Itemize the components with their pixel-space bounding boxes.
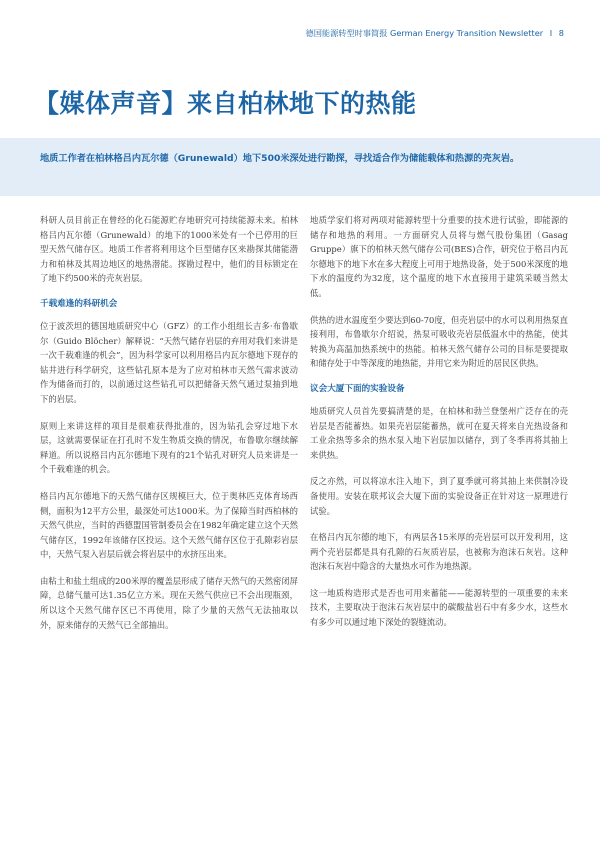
intro-band <box>0 138 600 196</box>
paragraph: 地质研究人员首先要搞清楚的是，在柏林和勃兰登堡州广泛存在的壳岩层是否能蓄热。如果壳岩层能蓄热，就可在夏天将来自光热设备和工业余热等多余的热水泵入地下岩层加以储存，到了冬季再将其抽上来供热。 <box>310 405 568 460</box>
newsletter-header <box>306 28 564 39</box>
article-title: 【媒体声音】来自柏林地下的热能 <box>34 89 417 118</box>
right-column <box>310 213 577 642</box>
paragraph: 反之亦然，可以将凉水注入地下，到了夏季就可将其抽上来供制冷设备使用。安装在联邦议会大厦下面的实验设备正在针对这一原理进行试验。 <box>310 476 568 516</box>
header-separator: I <box>549 28 553 38</box>
paragraph: 原则上来讲这样的项目是很难获得批准的，因为钻孔会穿过地下水层，这就需要保证在打孔时不发生物质交换的情况，布鲁歇尔继续解释道。所以说格吕内瓦尔德地下现有的21个钻孔对研究人员来讲是一个千载难逢的机会。 <box>40 420 298 475</box>
paragraph: 科研人员目前正在曾经的化石能源贮存地研究可持续能源未来。柏林格吕内瓦尔德（Grunewald）的地下的1000米处有一个已停用的巨型天然气储存区。地质工作者将利用这个巨型储存区来勘探其储能潜力和柏林及其周边地区的地热潜能。探勘过程中，他们的目标锁定在了地下约500米的壳灰岩层。 <box>40 215 298 284</box>
paragraph: 在格吕内瓦尔德的地下，有两层各15米厚的壳岩层可以开发利用，这两个壳岩层都是具有孔隙的石灰质岩层，也被称为泡沫石灰岩。这种泡沫石灰岩中隐含的大量热水可作为地热源。 <box>310 532 568 572</box>
section-heading: 议会大厦下面的实验设备 <box>310 383 405 394</box>
left-column <box>40 213 298 644</box>
newsletter-title-cn: 德国能源转型时事简报 <box>305 28 388 38</box>
paragraph: 地质学家们将对两项对能源转型十分重要的技术进行试验，即能源的储存和地热的利用。一方面研究人员将与燃气股份集团（Gasag Gruppe）旗下的柏林天然气储存公司(BES)合作，研究位于格吕内瓦尔德地下的地下水在多大程度上可用于地热设备，处于500米深度的地下水的温度约为32度，这个温度的地下水直接用于建筑采暖当然太低。 <box>310 215 577 298</box>
paragraph: 格吕内瓦尔德地下的天然气储存区规模巨大，位于奥林匹克体育场西侧，面积为12平方公里，最深处可达1000米。为了保障当时西柏林的天然气供应，当时的西德盟国管制委员会在1982年确定建立这个天然气储存区，1992年该储存区投运。这个天然气储存区位于孔隙彩岩层中，天然气泵入岩层后就会将岩层中的水挤压出来。 <box>40 490 298 560</box>
section-heading: 千载难逢的科研机会 <box>40 298 118 309</box>
paragraph: 位于波茨坦的德国地质研究中心（GFZ）的工作小组组长吉多·布鲁歇尔（Guido Blöcher）解释说：“天然气储存岩层的弃用对我们来讲是一次千载难逢的机会”，因为科学家可以利用格吕内瓦尔德地下现存的钻井进行科学研究，这些钻孔原本是为了应对柏林市天然气需求波动作为储备而打的，以前通过这些钻孔可以把储备天然气通过泵抽到地下的岩层。 <box>40 320 298 404</box>
article-intro: 地质工作者在柏林格吕内瓦尔德（Grunewald）地下500米深处进行勘探，寻找适合作为储能载体和热源的壳灰岩。 <box>40 153 520 164</box>
newsletter-title-en: German Energy Transition Newsletter <box>390 28 544 38</box>
paragraph: 供热的进水温度至少要达到60-70度，但壳岩层中的水可以利用热泵直接利用，布鲁歇尔介绍说，热泵可吸收壳岩层低温水中的热能，使其转换为高温加热系统中的热能。柏林天然气储存公司的目标是要提取和储存处于中等深度的地热能，并用它来为附近的居民区供热。 <box>310 314 568 369</box>
page-number: 8 <box>558 28 564 38</box>
paragraph: 由粘土和盐土组成的200米厚的覆盖层形成了储存天然气的天然密闭屏障，总储气量可达1.35亿立方米。现在天然气供应已不会出现瓶颈，所以这个天然气储存区已不再使用，除了少量的天然气无法抽取以外，原来储存的天然气已全部抽出。 <box>40 575 298 630</box>
paragraph: 这一地质构造形式是否也可用来蓄能——能源转型的一项重要的未来技术，主要取决于泡沫石灰岩层中的碳酸盐岩石中有多少水，这些水有多少可以通过地下深处的裂缝流动。 <box>310 587 568 628</box>
